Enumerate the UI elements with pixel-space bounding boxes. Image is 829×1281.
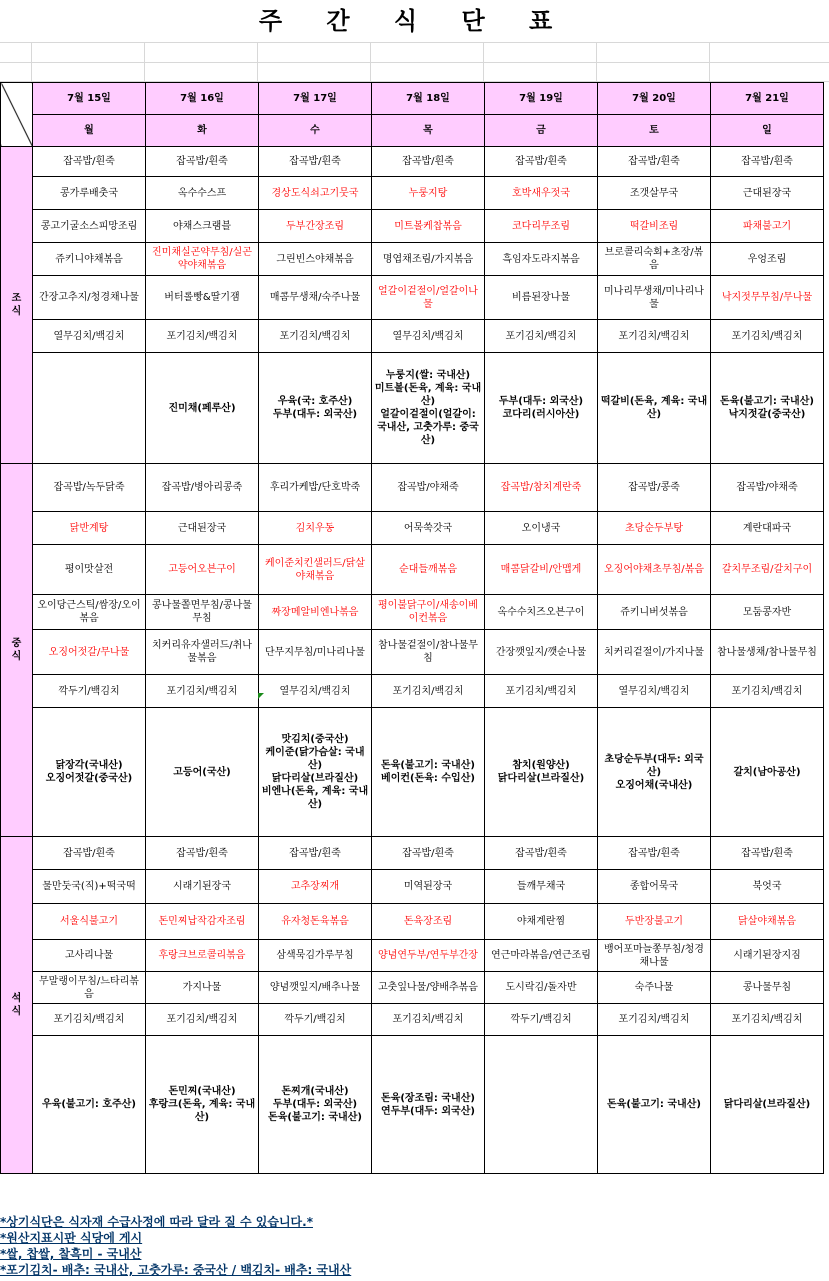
menu-cell: 옥수수치즈오븐구이 <box>485 595 598 630</box>
origin-cell <box>485 1036 598 1174</box>
menu-cell: 도시락김/돌자반 <box>485 972 598 1004</box>
note-line: *상기식단은 식자재 수급사정에 따라 달라 질 수 있습니다.* <box>0 1215 313 1229</box>
menu-cell: 깍두기/백김치 <box>485 1004 598 1036</box>
menu-cell: 야채계란찜 <box>485 904 598 940</box>
menu-row <box>1 210 824 243</box>
menu-cell: 포기김치/백김치 <box>711 1004 824 1036</box>
menu-cell: 포기김치/백김치 <box>598 1004 711 1036</box>
menu-cell: 포기김치/백김치 <box>146 675 259 708</box>
menu-cell: 단무지무침/미나리나물 <box>259 630 372 675</box>
menu-cell: 근대된장국 <box>146 512 259 545</box>
menu-cell: 치커리유자샐러드/취나물볶음 <box>146 630 259 675</box>
menu-cell: 잡곡밥/흰죽 <box>598 837 711 870</box>
menu-row <box>1 320 824 353</box>
menu-cell: 잡곡밥/참치계란죽 <box>485 464 598 512</box>
menu-cell: 떡갈비조림 <box>598 210 711 243</box>
menu-cell: 잡곡밥/흰죽 <box>372 837 485 870</box>
menu-cell: 콩나물무침 <box>711 972 824 1004</box>
weekday-cell: 금 <box>485 115 598 147</box>
menu-cell: 버터롤빵&딸기잼 <box>146 276 259 320</box>
menu-cell: 콩나물쫄면무침/콩나물무침 <box>146 595 259 630</box>
menu-row <box>1 837 824 870</box>
menu-cell: 코다리무조림 <box>485 210 598 243</box>
weekday-cell: 화 <box>146 115 259 147</box>
menu-cell: 평이맛살전 <box>33 545 146 595</box>
origin-cell: 돈육(불고기: 국내산) 낙지젓갈(중국산) <box>711 353 824 464</box>
origin-cell: 떡갈비(돈육, 계육: 국내산) <box>598 353 711 464</box>
menu-cell: 평이불닭구이/새송이베이컨볶음 <box>372 595 485 630</box>
menu-cell: 치커리겉절이/가지나물 <box>598 630 711 675</box>
menu-cell: 경상도식쇠고기뭇국 <box>259 177 372 210</box>
menu-row <box>1 675 824 708</box>
date-cell: 7월 16일 <box>146 83 259 115</box>
menu-cell: 뱅어포마늘쫑무침/청경채나물 <box>598 940 711 972</box>
menu-cell: 서울식불고기 <box>33 904 146 940</box>
date-cell: 7월 19일 <box>485 83 598 115</box>
menu-row <box>1 276 824 320</box>
menu-row <box>1 630 824 675</box>
menu-cell: 잡곡밥/흰죽 <box>146 147 259 177</box>
menu-row <box>1 545 824 595</box>
menu-cell: 가지나물 <box>146 972 259 1004</box>
menu-row <box>1 904 824 940</box>
menu-cell: 포기김치/백김치 <box>711 675 824 708</box>
origin-cell: 돈육(장조림: 국내산) 연두부(대두: 외국산) <box>372 1036 485 1174</box>
origin-cell: 두부(대두: 외국산) 코다리(러시아산) <box>485 353 598 464</box>
menu-cell: 비름된장나물 <box>485 276 598 320</box>
menu-cell: 초당순두부탕 <box>598 512 711 545</box>
menu-cell: 잡곡밥/흰죽 <box>146 837 259 870</box>
menu-cell: 누룽지탕 <box>372 177 485 210</box>
menu-cell: 미트볼케찹볶음 <box>372 210 485 243</box>
menu-row <box>1 1004 824 1036</box>
menu-cell: 잡곡밥/흰죽 <box>259 147 372 177</box>
menu-cell: 명엽채조림/가지볶음 <box>372 243 485 276</box>
menu-cell: 무말랭이무침/느타리볶음 <box>33 972 146 1004</box>
origin-cell: 돈육(불고기: 국내산) 베이컨(돈육: 수입산) <box>372 708 485 837</box>
menu-cell: 열무김치/백김치 <box>259 675 372 708</box>
origin-cell <box>33 353 146 464</box>
origin-cell: 우육(불고기: 호주산) <box>33 1036 146 1174</box>
origin-cell: 돈찌개(국내산) 두부(대두: 외국산) 돈육(불고기: 국내산) <box>259 1036 372 1174</box>
menu-cell: 깍두기/백김치 <box>259 1004 372 1036</box>
menu-cell: 고등어오븐구이 <box>146 545 259 595</box>
menu-cell: 돈육장조림 <box>372 904 485 940</box>
menu-cell: 오이냉국 <box>485 512 598 545</box>
menu-cell: 쥬키니야채볶음 <box>33 243 146 276</box>
menu-row <box>1 512 824 545</box>
menu-cell: 열무김치/백김치 <box>33 320 146 353</box>
menu-row <box>1 243 824 276</box>
menu-cell: 고사리나물 <box>33 940 146 972</box>
menu-row <box>1 870 824 904</box>
menu-cell: 포기김치/백김치 <box>259 320 372 353</box>
date-cell: 7월 21일 <box>711 83 824 115</box>
menu-cell: 종합어묵국 <box>598 870 711 904</box>
origin-cell: 고등어(국산) <box>146 708 259 837</box>
menu-cell: 조갯살무국 <box>598 177 711 210</box>
weekly-menu-table <box>0 82 824 1174</box>
note-line: *쌀, 찹쌀, 찰흑미 - 국내산 <box>0 1247 142 1261</box>
meal-label: 조 식 <box>1 147 33 464</box>
menu-cell: 옥수수스프 <box>146 177 259 210</box>
menu-cell: 닭반계탕 <box>33 512 146 545</box>
menu-cell: 어묵쑥갓국 <box>372 512 485 545</box>
menu-cell: 오징어젓갈/무나물 <box>33 630 146 675</box>
menu-cell: 근대된장국 <box>711 177 824 210</box>
menu-cell: 닭살야채볶음 <box>711 904 824 940</box>
menu-cell: 오이당근스틱/쌈장/오이볶음 <box>33 595 146 630</box>
menu-cell: 잡곡밥/흰죽 <box>485 837 598 870</box>
origin-cell: 참치(원양산) 닭다리살(브라질산) <box>485 708 598 837</box>
menu-cell: 포기김치/백김치 <box>711 320 824 353</box>
menu-row <box>1 464 824 512</box>
menu-cell: 포기김치/백김치 <box>33 1004 146 1036</box>
menu-cell: 잡곡밥/흰죽 <box>485 147 598 177</box>
menu-cell: 계란대파국 <box>711 512 824 545</box>
menu-cell: 호박새우젓국 <box>485 177 598 210</box>
menu-cell: 삼색묵김가루무침 <box>259 940 372 972</box>
origin-cell: 초당순두부(대두: 외국산) 오징어채(국내산) <box>598 708 711 837</box>
origin-cell: 우육(국: 호주산) 두부(대두: 외국산) <box>259 353 372 464</box>
menu-row <box>1 177 824 210</box>
menu-cell: 야채스크램블 <box>146 210 259 243</box>
menu-cell: 잡곡밥/흰죽 <box>598 147 711 177</box>
menu-cell: 얼갈이겉절이/얼갈이나물 <box>372 276 485 320</box>
menu-cell: 잡곡밥/흰죽 <box>33 837 146 870</box>
menu-cell: 콩가루배춧국 <box>33 177 146 210</box>
menu-cell: 연근마라볶음/연근조림 <box>485 940 598 972</box>
menu-cell: 매콤무생채/숙주나물 <box>259 276 372 320</box>
menu-cell: 김치우동 <box>259 512 372 545</box>
menu-cell: 잡곡밥/녹두닭죽 <box>33 464 146 512</box>
date-cell: 7월 18일 <box>372 83 485 115</box>
menu-cell: 케이준치킨샐러드/닭살야채볶음 <box>259 545 372 595</box>
menu-cell: 진미채실곤약무침/실곤약야채볶음 <box>146 243 259 276</box>
menu-cell: 후랑크브로콜리볶음 <box>146 940 259 972</box>
menu-cell: 두반장불고기 <box>598 904 711 940</box>
menu-cell: 쥬키니버섯볶음 <box>598 595 711 630</box>
menu-row <box>1 147 824 177</box>
menu-cell: 들깨무채국 <box>485 870 598 904</box>
menu-cell: 돈민찌납작감자조림 <box>146 904 259 940</box>
menu-cell: 시래기된장지짐 <box>711 940 824 972</box>
meal-label: 중 식 <box>1 464 33 837</box>
menu-cell: 간장깻잎지/깻순나물 <box>485 630 598 675</box>
menu-cell: 양념깻잎지/배추나물 <box>259 972 372 1004</box>
menu-cell: 참나물겉절이/참나물무침 <box>372 630 485 675</box>
menu-cell: 열무김치/백김치 <box>372 320 485 353</box>
menu-cell: 잡곡밥/야채죽 <box>711 464 824 512</box>
menu-cell: 미역된장국 <box>372 870 485 904</box>
weekday-cell: 토 <box>598 115 711 147</box>
menu-row <box>1 940 824 972</box>
date-row <box>1 83 824 115</box>
menu-cell: 갈치무조림/갈치구이 <box>711 545 824 595</box>
menu-cell: 양념연두부/연두부간장 <box>372 940 485 972</box>
menu-cell: 숙주나물 <box>598 972 711 1004</box>
date-cell: 7월 17일 <box>259 83 372 115</box>
notes <box>0 1214 829 1278</box>
note-line: *원산지표시판 식당에 게시 <box>0 1231 143 1245</box>
origin-cell: 누룽지(쌀: 국내산) 미트볼(돈육, 계육: 국내산) 얼갈이겉절이(얼갈이: 국내산, 고춧가루: 중국산) <box>372 353 485 464</box>
meal-label: 석 식 <box>1 837 33 1174</box>
menu-cell: 잡곡밥/흰죽 <box>711 147 824 177</box>
menu-cell: 우엉조림 <box>711 243 824 276</box>
menu-row <box>1 595 824 630</box>
menu-cell: 포기김치/백김치 <box>485 675 598 708</box>
weekday-cell: 수 <box>259 115 372 147</box>
menu-cell: 순대들깨볶음 <box>372 545 485 595</box>
weekday-cell: 월 <box>33 115 146 147</box>
menu-cell: 흑임자도라지볶음 <box>485 243 598 276</box>
menu-cell: 잡곡밥/흰죽 <box>33 147 146 177</box>
origin-cell: 진미채(페루산) <box>146 353 259 464</box>
origin-cell: 닭장각(국내산) 오징어젓갈(중국산) <box>33 708 146 837</box>
menu-cell: 오징어야채초무침/볶음 <box>598 545 711 595</box>
origin-cell: 돈육(불고기: 국내산) <box>598 1036 711 1174</box>
menu-cell: 콩고기굴소스피망조림 <box>33 210 146 243</box>
menu-cell: 물만둣국(직)+떡국떡 <box>33 870 146 904</box>
menu-cell: 참나물생채/참나물무침 <box>711 630 824 675</box>
date-cell: 7월 15일 <box>33 83 146 115</box>
menu-cell: 포기김치/백김치 <box>598 320 711 353</box>
menu-cell: 시래기된장국 <box>146 870 259 904</box>
menu-cell: 잡곡밥/병아리콩죽 <box>146 464 259 512</box>
menu-row <box>1 972 824 1004</box>
origin-row <box>1 353 824 464</box>
menu-cell: 고추장찌개 <box>259 870 372 904</box>
menu-cell: 잡곡밥/야채죽 <box>372 464 485 512</box>
menu-cell: 매콤닭갈비/안맵게 <box>485 545 598 595</box>
weekday-row <box>1 115 824 147</box>
origin-row <box>1 1036 824 1174</box>
menu-cell: 후리가케밥/단호박죽 <box>259 464 372 512</box>
menu-cell: 잡곡밥/콩죽 <box>598 464 711 512</box>
menu-cell: 파채불고기 <box>711 210 824 243</box>
menu-cell: 그린빈스야채볶음 <box>259 243 372 276</box>
menu-title: 주 간 식 단 표 <box>258 7 571 35</box>
corner-cell <box>1 83 33 147</box>
menu-cell: 미나리무생채/미나리나물 <box>598 276 711 320</box>
origin-cell: 닭다리살(브라질산) <box>711 1036 824 1174</box>
origin-cell: 갈치(남아공산) <box>711 708 824 837</box>
cell-comment-marker <box>258 693 264 699</box>
menu-cell: 잡곡밥/흰죽 <box>372 147 485 177</box>
menu-cell: 간장고추지/청경채나물 <box>33 276 146 320</box>
note-line: *포기김치- 배추: 국내산, 고춧가루: 중국산 / 백김치- 배추: 국내산 <box>0 1263 352 1277</box>
menu-cell: 포기김치/백김치 <box>146 1004 259 1036</box>
weekday-cell: 목 <box>372 115 485 147</box>
origin-row <box>1 708 824 837</box>
menu-cell: 잡곡밥/흰죽 <box>259 837 372 870</box>
menu-cell: 포기김치/백김치 <box>372 675 485 708</box>
menu-cell: 포기김치/백김치 <box>485 320 598 353</box>
date-cell: 7월 20일 <box>598 83 711 115</box>
menu-cell: 모둠콩자반 <box>711 595 824 630</box>
origin-cell: 돈민찌(국내산) 후랑크(돈육, 계육: 국내산) <box>146 1036 259 1174</box>
menu-cell: 포기김치/백김치 <box>146 320 259 353</box>
menu-cell: 낙지젓무무침/무나물 <box>711 276 824 320</box>
menu-cell: 브로콜리숙회+초장/볶음 <box>598 243 711 276</box>
spreadsheet-blank-rows <box>0 42 829 82</box>
weekday-cell: 일 <box>711 115 824 147</box>
menu-cell: 두부간장조림 <box>259 210 372 243</box>
menu-cell: 북엇국 <box>711 870 824 904</box>
menu-cell: 깍두기/백김치 <box>33 675 146 708</box>
menu-cell: 짜장메알비엔나볶음 <box>259 595 372 630</box>
origin-cell: 맛김치(중국산) 케이준(닭가슴살: 국내산) 닭다리살(브라질산) 비엔나(돈육, 계육: 국내산) <box>259 708 372 837</box>
menu-cell: 열무김치/백김치 <box>598 675 711 708</box>
menu-cell: 포기김치/백김치 <box>372 1004 485 1036</box>
menu-cell: 고춧잎나물/양배추볶음 <box>372 972 485 1004</box>
menu-cell: 잡곡밥/흰죽 <box>711 837 824 870</box>
menu-cell: 유자청돈육볶음 <box>259 904 372 940</box>
